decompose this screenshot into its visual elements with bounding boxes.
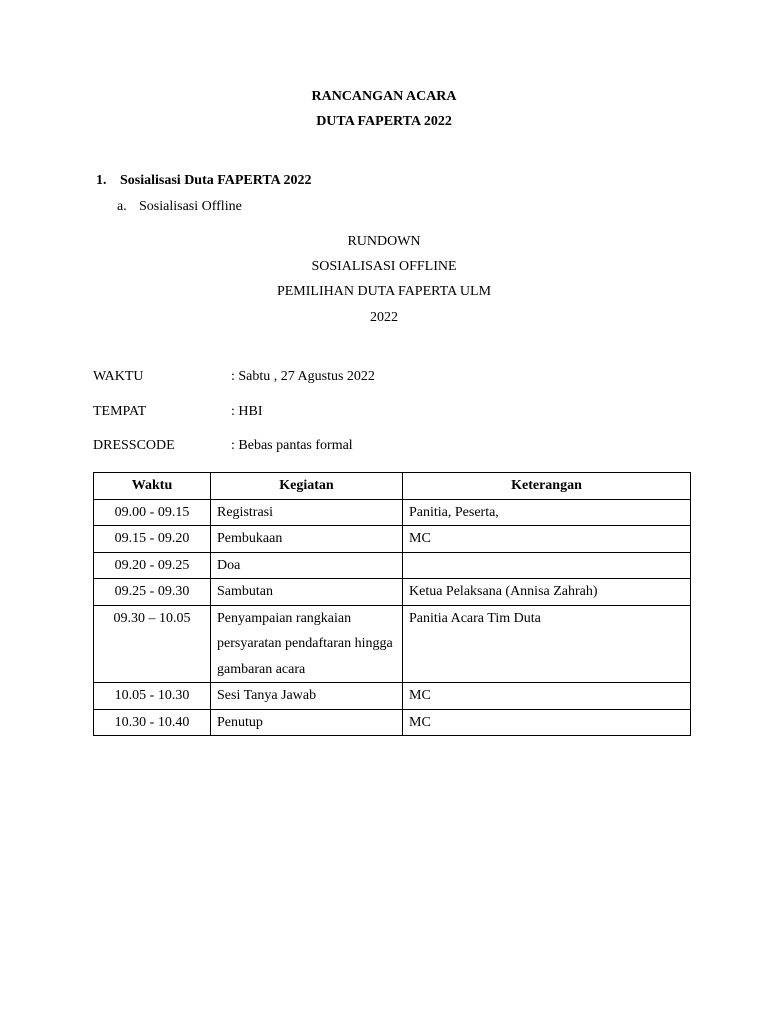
table-cell-note: MC — [403, 709, 691, 736]
table-cell-time: 10.05 - 10.30 — [94, 683, 211, 710]
detail-value-dresscode: : Bebas pantas formal — [231, 438, 353, 453]
table-row — [94, 579, 691, 606]
table-cell-note: Ketua Pelaksana (Annisa Zahrah) — [403, 579, 691, 606]
table-cell-activity: Doa — [211, 552, 403, 579]
table-cell-time: 09.15 - 09.20 — [94, 526, 211, 553]
document-title-line1: RANCANGAN ACARA — [311, 89, 457, 104]
table-cell-note: MC — [403, 526, 691, 553]
subsection-letter: a. — [117, 199, 127, 214]
table-row — [94, 499, 691, 526]
table-cell-activity: Pembukaan — [211, 526, 403, 553]
section-number: 1. — [96, 173, 107, 188]
table-row — [94, 709, 691, 736]
section-title: Sosialisasi Duta FAPERTA 2022 — [120, 173, 312, 188]
table-cell-activity: Registrasi — [211, 499, 403, 526]
rundown-heading-line4: 2022 — [370, 310, 398, 325]
table-row — [94, 552, 691, 579]
table-row — [94, 526, 691, 553]
rundown-heading-line1: RUNDOWN — [347, 234, 421, 249]
table-cell-time: 09.20 - 09.25 — [94, 552, 211, 579]
detail-label-tempat: TEMPAT — [93, 404, 147, 419]
table-cell-time: 09.00 - 09.15 — [94, 499, 211, 526]
table-cell-activity: Penyampaian rangkaian persyaratan pendaftaran hingga gambaran acara — [211, 605, 403, 683]
table-header-waktu: Waktu — [94, 473, 211, 500]
table-cell-note: Panitia, Peserta, — [403, 499, 691, 526]
rundown-heading-line2: SOSIALISASI OFFLINE — [311, 259, 457, 274]
rundown-heading-line3: PEMILIHAN DUTA FAPERTA ULM — [276, 284, 492, 299]
table-cell-time: 09.30 – 10.05 — [94, 605, 211, 683]
detail-value-tempat: : HBI — [231, 404, 263, 419]
table-header-kegiatan: Kegiatan — [211, 473, 403, 500]
table-cell-time: 10.30 - 10.40 — [94, 709, 211, 736]
detail-label-dresscode: DRESSCODE — [93, 438, 175, 453]
detail-label-waktu: WAKTU — [93, 369, 144, 384]
table-cell-time: 09.25 - 09.30 — [94, 579, 211, 606]
table-cell-note: Panitia Acara Tim Duta — [403, 605, 691, 683]
table-header-keterangan: Keterangan — [403, 473, 691, 500]
table-row — [94, 605, 691, 683]
table-cell-note: MC — [403, 683, 691, 710]
table-cell-activity: Sambutan — [211, 579, 403, 606]
subsection-title: Sosialisasi Offline — [139, 199, 242, 214]
table-header-row — [94, 473, 691, 500]
table-cell-note — [403, 552, 691, 579]
detail-value-waktu: : Sabtu , 27 Agustus 2022 — [231, 369, 375, 384]
table-cell-activity: Sesi Tanya Jawab — [211, 683, 403, 710]
table-row — [94, 683, 691, 710]
document-title-line2: DUTA FAPERTA 2022 — [316, 114, 452, 129]
rundown-table — [93, 472, 691, 736]
table-cell-activity: Penutup — [211, 709, 403, 736]
